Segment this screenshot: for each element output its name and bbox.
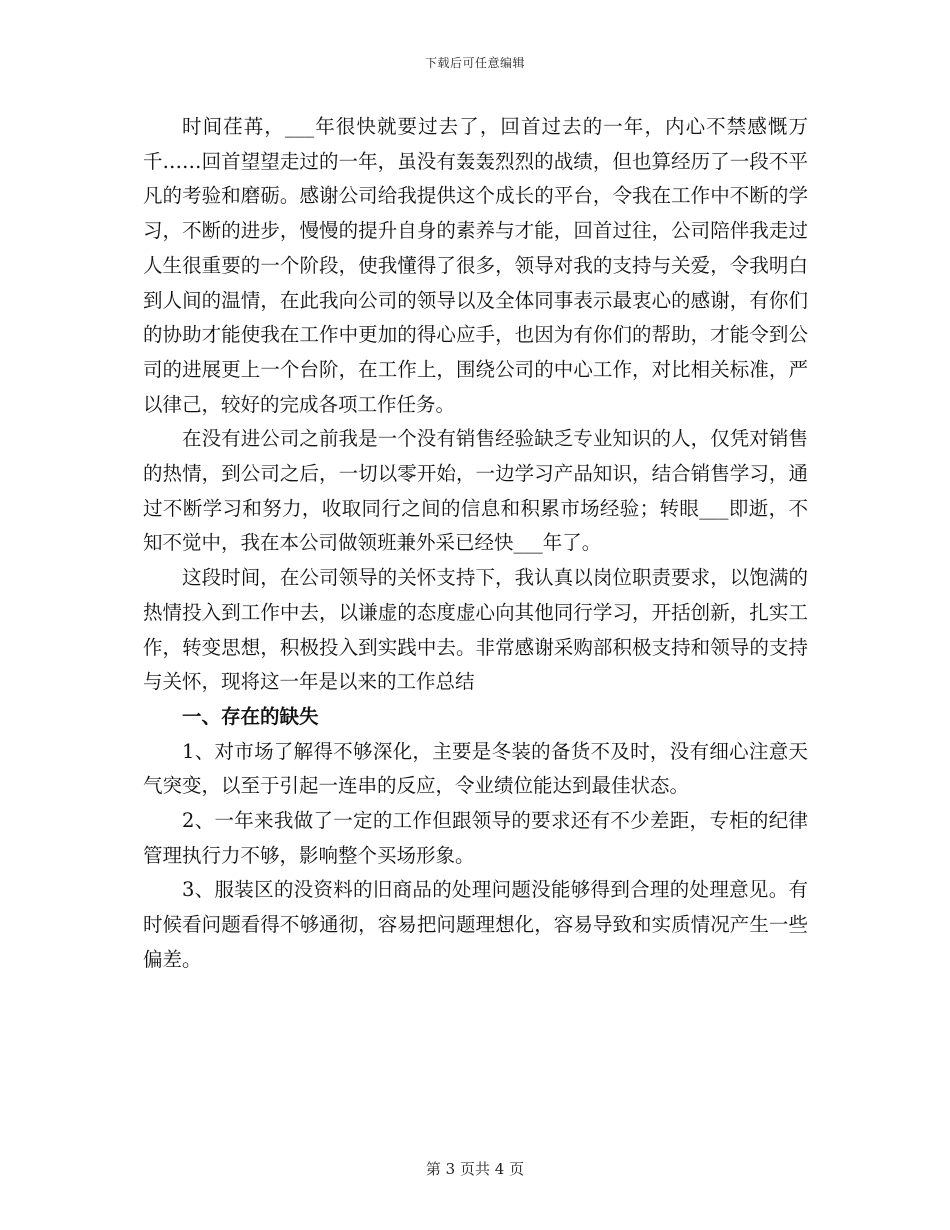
section-heading: 一、存在的缺失: [182, 704, 319, 728]
page-footer: 第 3 页共 4 页: [425, 1160, 525, 1178]
page-header: 下载后可任意编辑: [424, 56, 525, 70]
paragraph-period: 这段时间，在公司领导的关怀支持下，我认真以岗位职责要求，以饱满的热情投入到工作中去，以谦虚的态度虚心向其他同行学习，开括创新，扎实工作，转变思想，积极投入到实践中去。非常感谢采购部积极支持和领导的支持与关怀，现将这一年是以来的工作总结: [143, 566, 808, 694]
list-item-2: 2、一年来我做了一定的工作但跟领导的要求还有不少差距，专柜的纪律管理执行力不够，影响整个买场形象。: [143, 809, 808, 867]
paragraph-intro: 时间荏苒，___年很快就要过去了，回首过去的一年，内心不禁感慨万千……回首望望走过的一年，虽没有轰轰烈烈的战绩，但也算经历了一段不平凡的考验和磨砺。感谢公司给我提供这个成长的平台，令我在工作中不断的学习，不断的进步，慢慢的提升自身的素养与才能，回首过往，公司陪伴我走过人生很重要的一个阶段，使我懂得了很多，领导对我的支持与关爱，令我明白到人间的温情，在此我向公司的领导以及全体同事表示最衷心的感谢，有你们的协助才能使我在工作中更加的得心应手，也因为有你们的帮助，才能令到公司的进展更上一个台阶，在工作上，围绕公司的中心工作，对比相关标准，严以律己，较好的完成各项工作任务。: [143, 115, 808, 416]
paragraph-background: 在没有进公司之前我是一个没有销售经验缺乏专业知识的人，仅凭对销售的热情，到公司之后，一切以零开始，一边学习产品知识，结合销售学习，通过不断学习和努力，收取同行之间的信息和积累市场经验；转眼___即逝，不知不觉中，我在本公司做领班兼外采已经快___年了。: [143, 427, 808, 555]
document-body: [143, 110, 808, 978]
list-item-3: 3、服装区的没资料的旧商品的处理问题没能够得到合理的处理意见。有时候看问题看得不够通彻，容易把问题理想化，容易导致和实质情况产生一些偏差。: [143, 878, 808, 971]
list-item-1: 1、对市场了解得不够深化，主要是冬装的备货不及时，没有细心注意天气突变，以至于引起一连串的反应，令业绩位能达到最佳状态。: [143, 739, 808, 798]
